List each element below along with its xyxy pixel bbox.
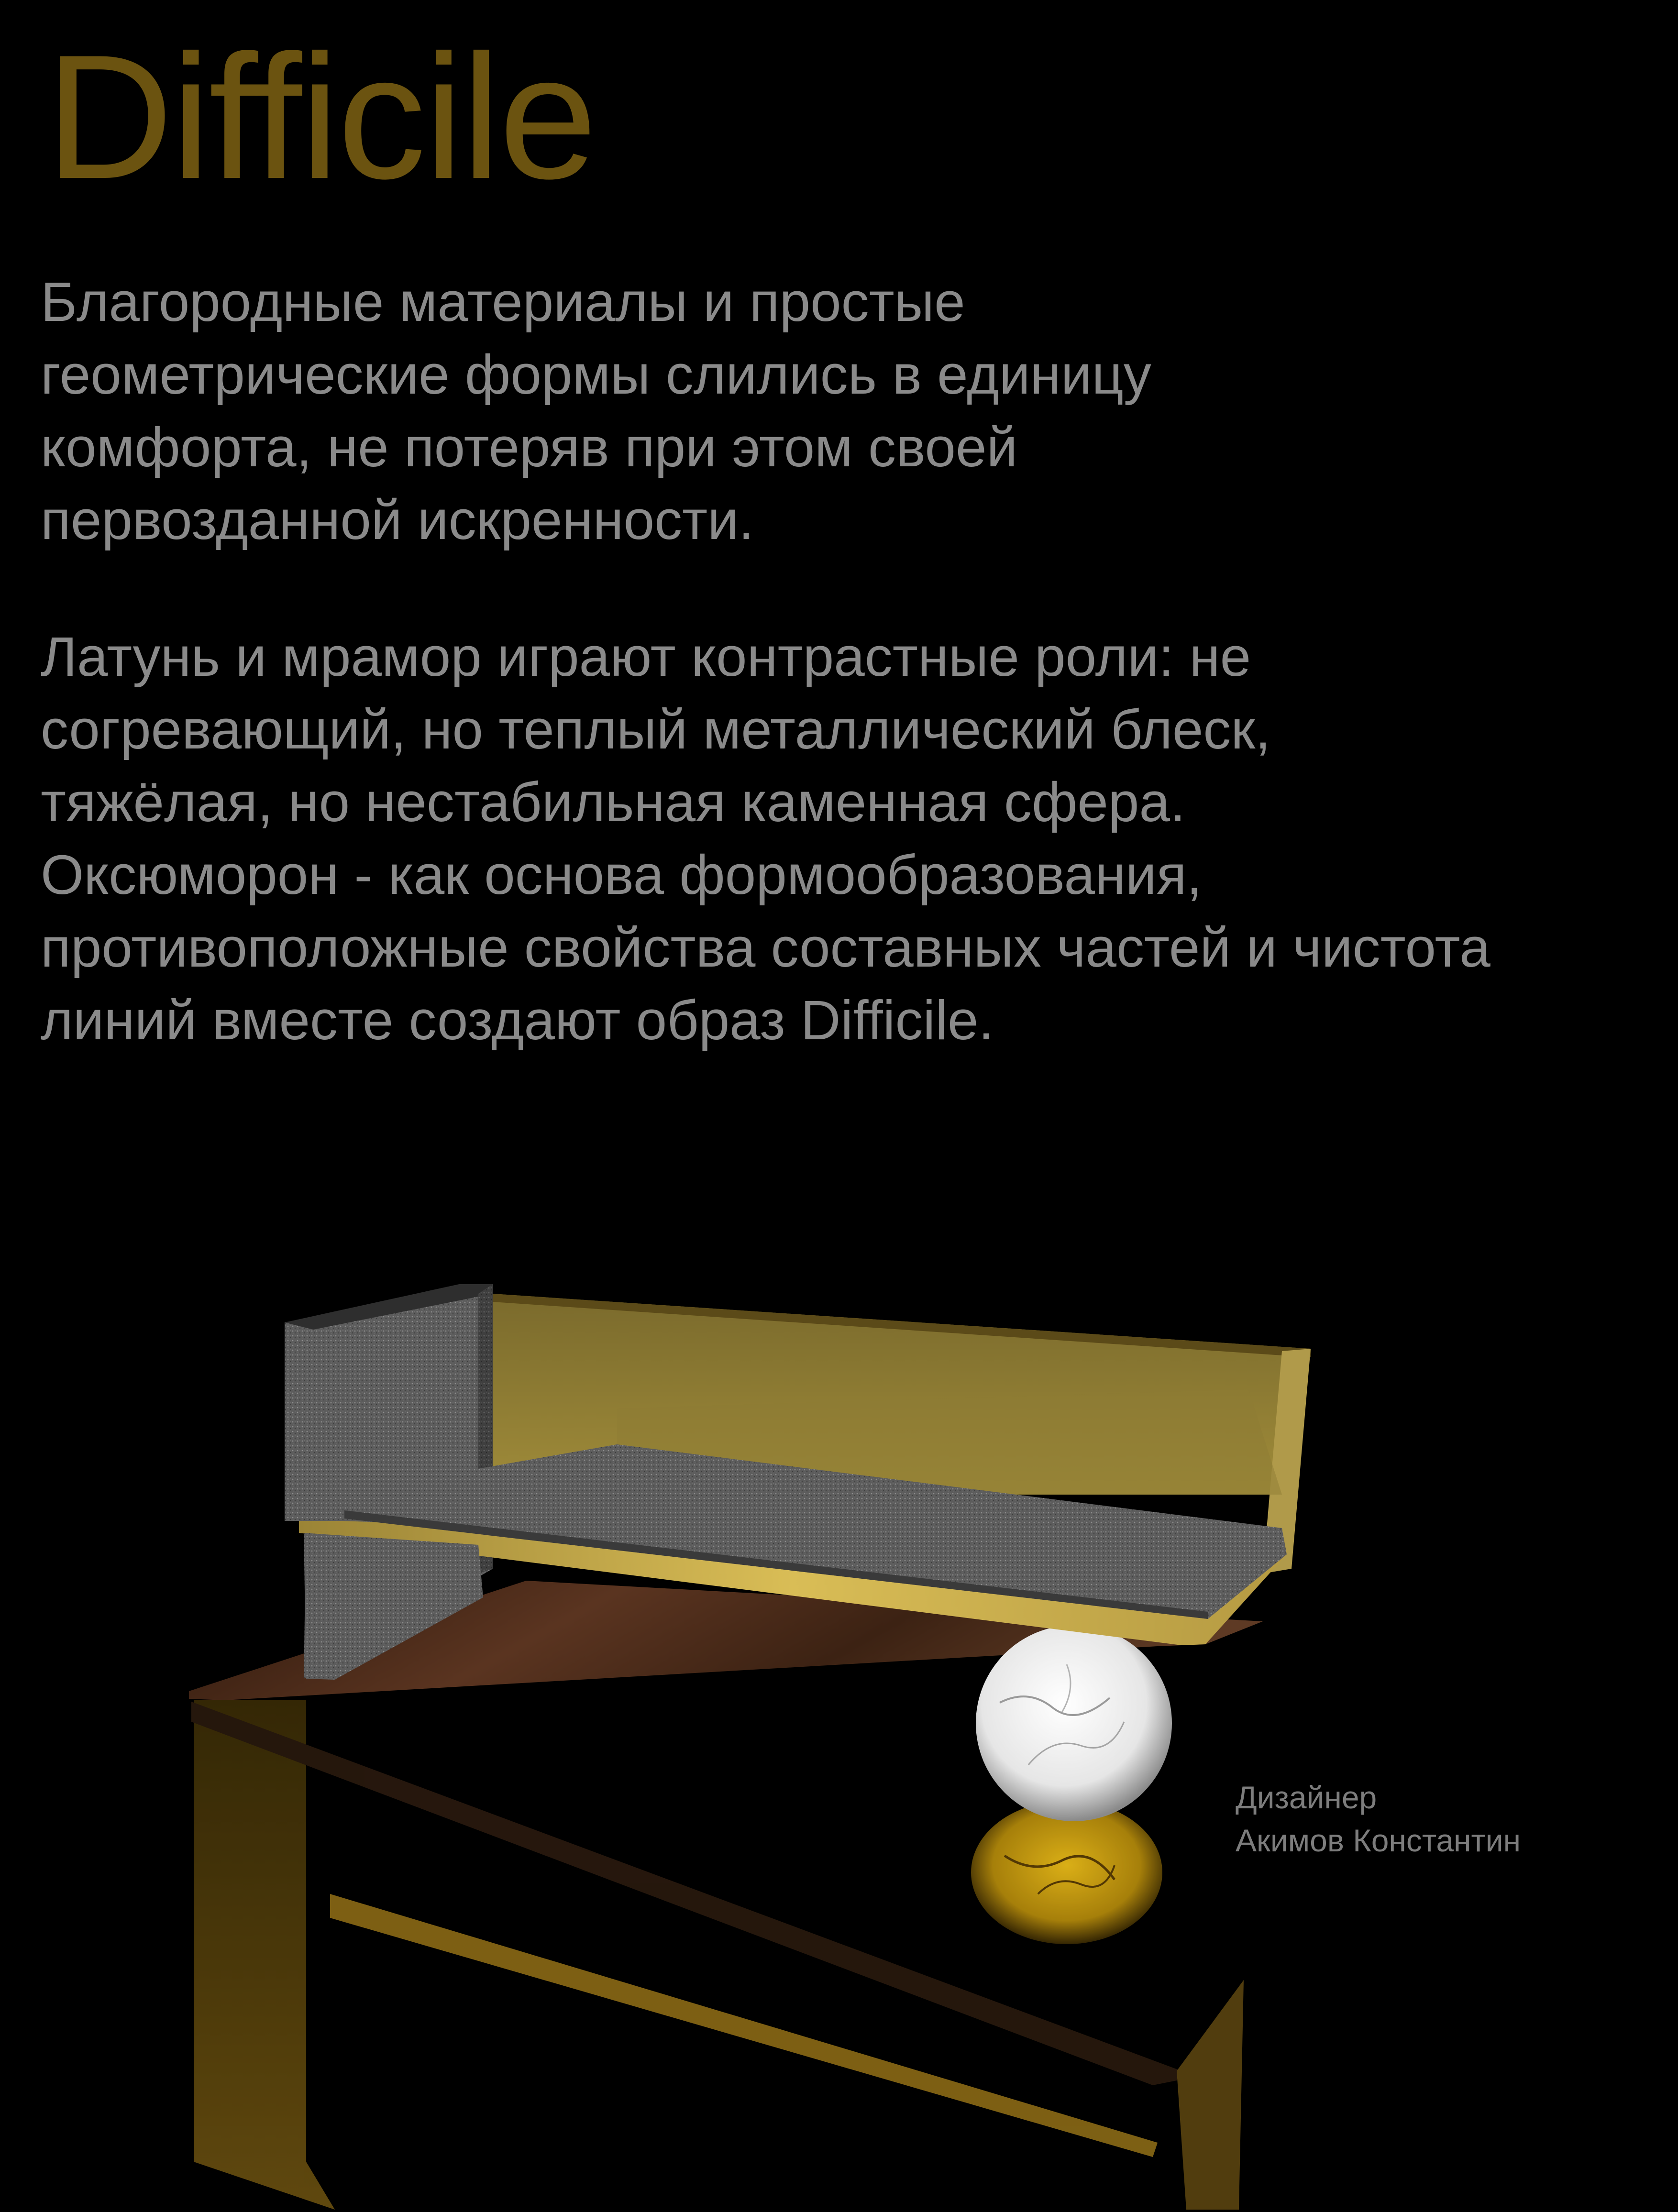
description-line: геометрические формы слились в единицу bbox=[41, 343, 1151, 406]
designer-name: Акимов Константин bbox=[1236, 1823, 1521, 1858]
marble-sphere bbox=[976, 1625, 1172, 1821]
description-line: линий вместе создают образ Difficile. bbox=[41, 989, 994, 1051]
description-line: первозданной искренности. bbox=[41, 489, 754, 551]
description-line: согревающий, но теплый металлический блеск, bbox=[41, 698, 1271, 760]
page-title: Difficile bbox=[45, 18, 596, 216]
description-line: противоположные свойства составных частей и чистота bbox=[41, 916, 1490, 979]
description-line: Оксюморон - как основа формообразования, bbox=[41, 844, 1202, 906]
description-line: Благородные материалы и простые bbox=[41, 271, 965, 333]
description-paragraph-1 bbox=[41, 265, 1151, 556]
marble-ball-reflection bbox=[971, 1801, 1162, 1944]
description-line: комфорта, не потеряв при этом своей bbox=[41, 416, 1018, 478]
sofa-render bbox=[0, 1220, 1678, 2212]
description-line: тяжёлая, но нестабильная каменная сфера. bbox=[41, 771, 1186, 833]
description-line: Латунь и мрамор играют контрастные роли: не bbox=[41, 626, 1251, 688]
description-paragraph-2 bbox=[41, 620, 1490, 1056]
designer-credit bbox=[1236, 1776, 1521, 1862]
designer-role: Дизайнер bbox=[1236, 1780, 1377, 1815]
